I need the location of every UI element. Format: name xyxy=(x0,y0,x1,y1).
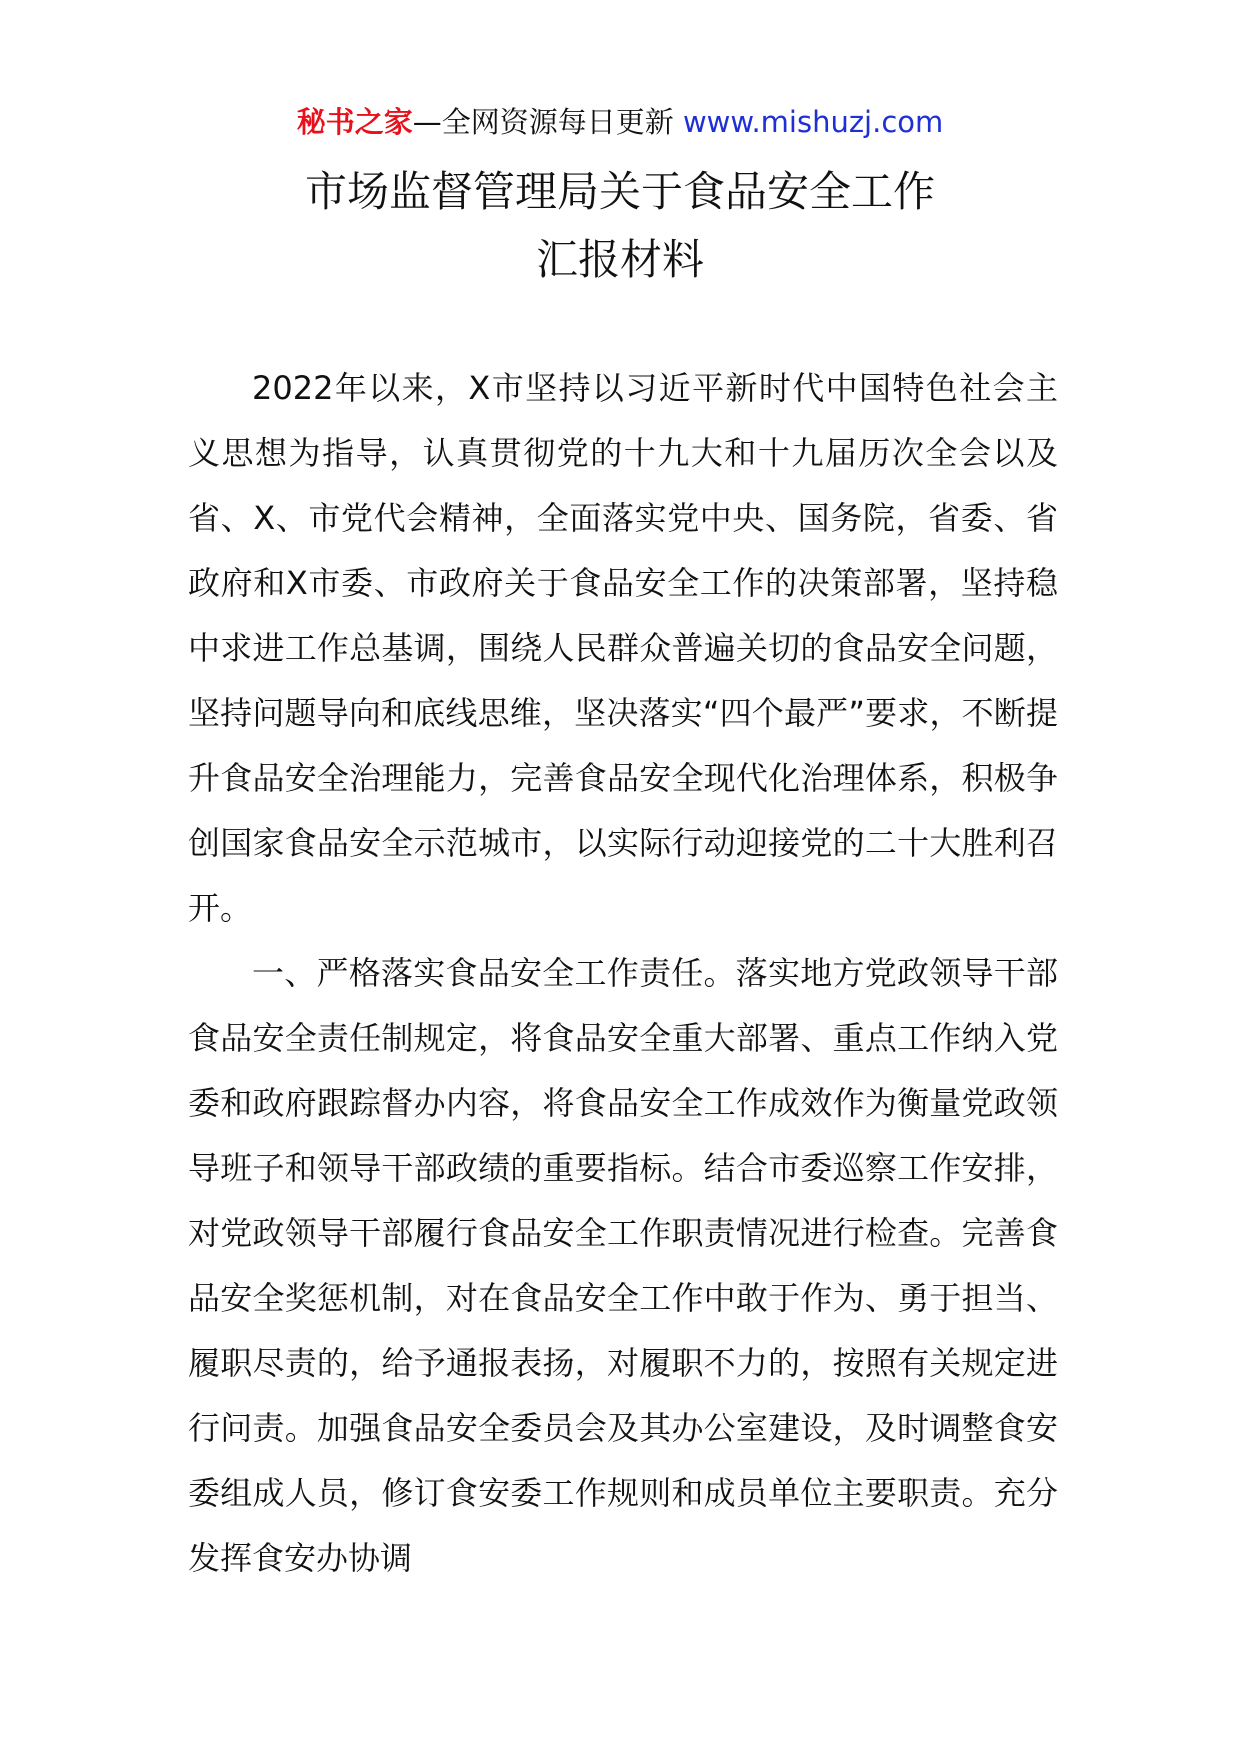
document-body xyxy=(188,356,1058,1591)
body-paragraph: 一、严格落实食品安全工作责任。落实地方党政领导干部食品安全责任制规定，将食品安全重大部署、重点工作纳入党委和政府跟踪督办内容，将食品安全工作成效作为衡量党政领导班子和领导干部政绩的重要指标。结合市委巡察工作安排，对党政领导干部履行食品安全工作职责情况进行检查。完善食品安全奖惩机制，对在食品安全工作中敢于作为、勇于担当、履职尽责的，给予通报表扬，对履职不力的，按照有关规定进行问责。加强食品安全委员会及其办公室建设，及时调整食安委组成人员，修订食安委工作规则和成员单位主要职责。充分发挥食安办协调 xyxy=(188,954,1058,1577)
document-title-line-1: 市场监督管理局关于食品安全工作 xyxy=(304,167,935,216)
brand-name: 秘书之家 xyxy=(296,105,413,139)
site-header xyxy=(0,100,1240,144)
body-paragraph: 2022年以来，X市坚持以习近平新时代中国特色社会主义思想为指导，认真贯彻党的十九大和十九届历次全会以及省、X、市党代会精神，全面落实党中央、国务院，省委、省政府和X市委、市政府关于食品安全工作的决策部署，坚持稳中求进工作总基调，围绕人民群众普遍关切的食品安全问题，坚持问题导向和底线思维，坚决落实“四个最严”要求，不断提升食品安全治理能力，完善食品安全现代化治理体系，积极争创国家食品安全示范城市，以实际行动迎接党的二十大胜利召开。 xyxy=(188,369,1058,927)
site-url-link[interactable]: www.mishuzj.com xyxy=(682,105,944,139)
header-slogan: —全网资源每日更新 xyxy=(412,105,674,139)
document-title-line-2: 汇报材料 xyxy=(535,235,704,284)
